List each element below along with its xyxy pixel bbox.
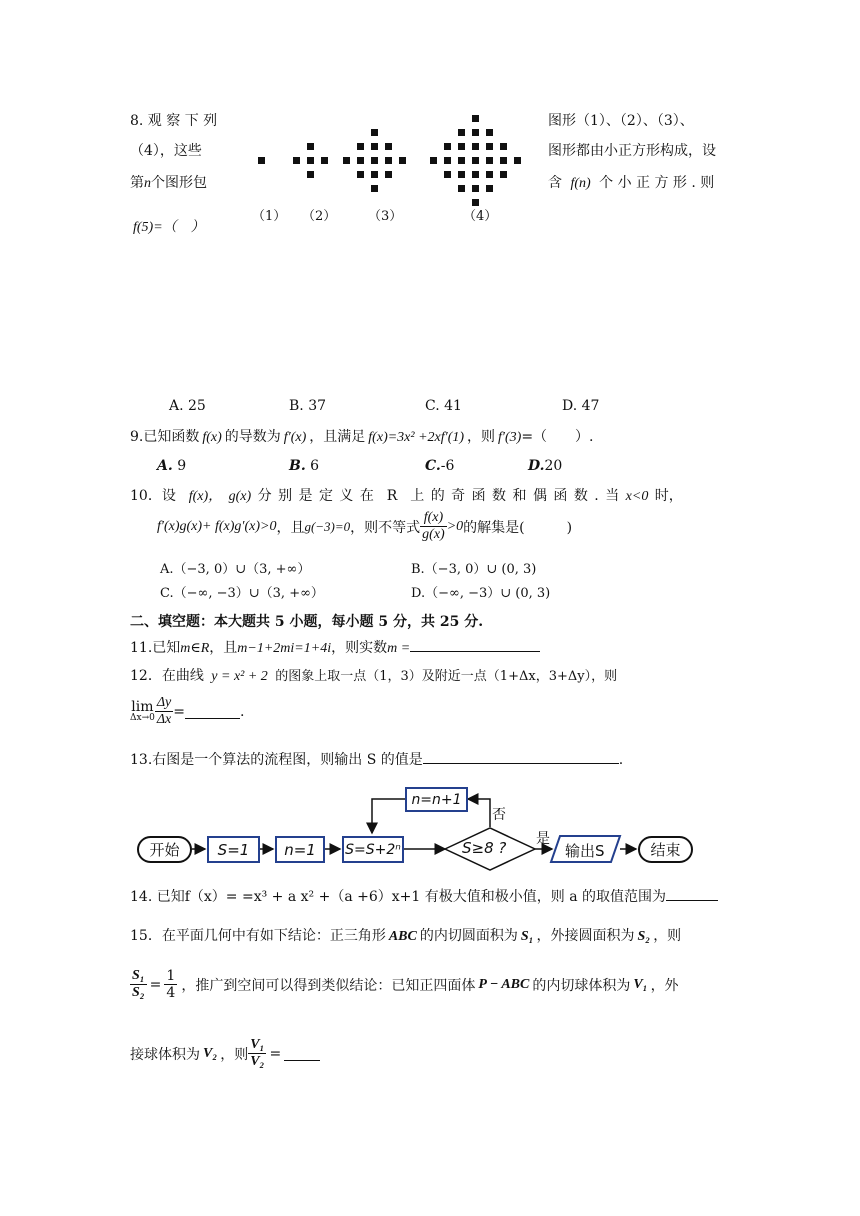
q9-option-b: B. 6 (289, 458, 320, 474)
q10-fraction: $\frac{f(x)}{g(x)}$ (422, 510, 445, 543)
flow-increment-n: n=n+1 (405, 787, 468, 812)
q12-stem: 12．在曲线 y = x² + 2 的图象上取一点（1，3）及附近一点（1+Δx，3+Δy），则 (130, 668, 618, 684)
q8-line2-left: （4），这些 (130, 143, 202, 159)
q8-line1-left: 8. 观 察 下 列 (130, 113, 218, 129)
q15-line3: 接球体积为 V₂ ，则 $\frac{\text{V₁}}{\text{V₂}}$ = (130, 1037, 320, 1070)
flow-condition: S≥8 ? (462, 839, 507, 857)
q10-line1: 10．设 f(x)， g(x) 分 别 是 定 义 在 R 上 的 奇 函 数 和 偶 函 数 . 当 x<0 时， (130, 488, 683, 504)
q9-option-a: A. 9 (157, 458, 187, 474)
q8-line3-right: 含 f(n) 个 小 正 方 形 . 则 (548, 175, 715, 191)
figure-label-2: （2） (302, 209, 337, 224)
answer-blank[interactable] (666, 886, 718, 901)
flow-output: 输出S (565, 842, 605, 860)
q10-option-b: B.（−3, 0）∪ (0, 3) (411, 562, 537, 577)
flow-no-label: 否 (492, 807, 506, 823)
flow-init-n: n=1 (275, 836, 325, 863)
q9-stem: 9.已知函数 f(x) 的导数为 f′(x) ，且满足 f(x)=3x² +2xf′(1) ，则 f′(3)=（ ）. (130, 429, 594, 445)
q10-option-a: A.（−3, 0）∪（3, +∞） (160, 562, 311, 577)
section-heading: 二、填空题：本大题共 5 小题，每小题 5 分，共 25 分. (130, 614, 484, 630)
q15-line1: 15．在平面几何中有如下结论：正三角形 ABC 的内切圆面积为 S₁ ，外接圆面积为 S₂ ，则 (130, 928, 682, 944)
figure-label-3: （3） (368, 209, 403, 224)
figure-label-4: （4） (463, 209, 498, 224)
answer-blank[interactable] (284, 1046, 320, 1061)
q10-line2: f′(x)g(x)+ f(x)g′(x)>0 ，且 g(−3)=0 ，则不等式 $\frac{f(x)}{g(x)}$ >0 的解集是( ) (157, 510, 573, 543)
flow-start: 开始 (137, 836, 192, 863)
flow-update-s: S=S+2ⁿ (342, 836, 404, 863)
q11-stem: 11.已知m∈R，且m−1+2mi=1+4i，则实数m = (130, 637, 540, 657)
q10-option-c: C.（−∞, −3）∪（3, +∞） (160, 586, 324, 601)
q8-option-a: A. 25 (169, 398, 206, 414)
q8-question: f(5)=（ ） (133, 220, 205, 235)
q8-option-b: B. 37 (289, 398, 327, 414)
q8-line3-left: 第n个图形包 (130, 175, 207, 191)
q8-option-d: D. 47 (562, 398, 600, 414)
q9-option-c: C.-6 (425, 458, 455, 474)
q8-option-c: C. 41 (425, 398, 462, 414)
q12-fraction: $\frac{\Delta y}{\Delta x}$ (156, 695, 172, 728)
q10-option-d: D.（−∞, −3）∪ (0, 3) (411, 586, 551, 601)
q13-stem: 13.右图是一个算法的流程图，则输出 S 的值是 . (130, 749, 623, 769)
q14-stem: 14. 已知f（x）= =x³ + a x² +（a +6）x+1 有极大值和极小值，则 a 的取值范围为 (130, 886, 718, 906)
q12-limit: lim Δx→0 $\frac{\Delta y}{\Delta x}$ = . (130, 695, 245, 728)
figure-label-1: （1） (252, 209, 287, 224)
flow-yes-label: 是 (536, 831, 550, 847)
flow-end: 结束 (638, 836, 693, 863)
q9-option-d: D.20 (528, 458, 563, 474)
q15-line2: $\frac{\text{S₁}}{\text{S₂}}$ = $\frac{1}{4}$ ，推广到空间可以得到类似结论：已知正四面体 P − ABC 的内切球体积为 V₁ ，外 (132, 968, 679, 1002)
q8-line2-right: 图形都由小正方形构成，设 (548, 143, 716, 159)
flow-init-s: S=1 (207, 836, 260, 863)
q8-line1-right: 图形（1）、（2）、（3）、 (548, 113, 694, 129)
